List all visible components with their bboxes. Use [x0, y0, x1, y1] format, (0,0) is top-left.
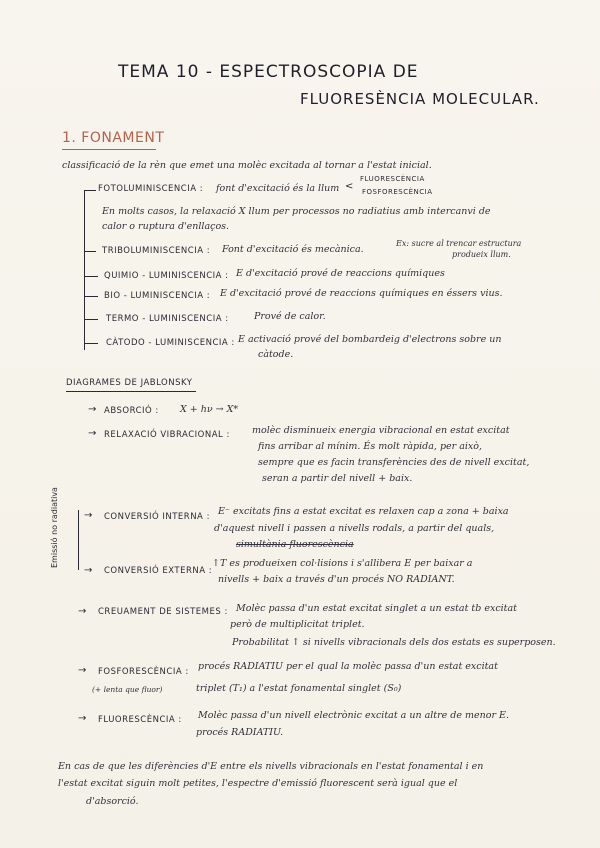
quimio-label: QUIMIO - LUMINISCENCIA : [104, 271, 229, 281]
bracket-tick [84, 276, 98, 277]
fosfo-line-3: triplet (T₁) a l'estat fonamental singlet (S₀) [196, 683, 402, 694]
catodo-text-2: càtode. [258, 349, 294, 360]
arrow-icon: → [78, 606, 87, 617]
tribo-text: Font d'excitació és mecànica. [222, 244, 364, 255]
conversio-interna-line-1: E⁻ excitats fins a estat excitat es relaxen cap a zona + baixa [218, 506, 509, 517]
catodo-text: E activació prové del bombardeig d'electrons sobre un [238, 334, 502, 345]
tribo-label: TRIBOLUMINISCENCIA : [102, 246, 211, 256]
relaxacio-line-1: molèc disminueix energia vibracional en estat excitat [252, 425, 510, 436]
closing-line-1: En cas de que les diferències d'E entre els nivells vibracionals en l'estat fonamental i en [58, 761, 484, 772]
arrow-icon: → [78, 713, 87, 724]
fotolum-note-2: calor o ruptura d'enllaços. [102, 221, 230, 232]
arrow-icon: → [84, 510, 93, 521]
arrow-icon: → [88, 404, 97, 415]
page-subtitle: FLUORESÈNCIA MOLECULAR. [300, 90, 540, 108]
bracket-tick [84, 343, 98, 344]
fluo-label: FLUORESCÈNCIA : [98, 715, 182, 725]
conversio-externa-line-1: ↑T es produeixen col·lisions i s'allibera E per baixar a [212, 558, 473, 569]
page-title: TEMA 10 - ESPECTROSCOPIA DE [118, 62, 419, 82]
fotolum-text: font d'excitació és la llum [216, 183, 340, 194]
jablonsky-underline [66, 391, 196, 392]
absorcio-text: X + hν → X* [180, 404, 239, 415]
creuament-line-3: Probabilitat ↑ si nivells vibracionals dels dos estats es superposen. [232, 637, 556, 648]
closing-line-2: l'estat excitat siguin molt petites, l'espectre d'emissió fluorescent serà igual que el [58, 778, 458, 789]
conversio-externa-label: CONVERSIÓ EXTERNA : [104, 566, 213, 576]
bracket-tick [84, 251, 96, 252]
arrow-icon: → [84, 565, 93, 576]
fosfo-label: FOSFORESCÈNCIA : [98, 667, 189, 677]
bracket-tick [84, 190, 96, 191]
tribo-example-2: produeix llum. [452, 250, 511, 259]
conversio-interna-line-3: simultània fluorescència [236, 539, 354, 550]
section-heading: 1. FONAMENT [62, 130, 165, 146]
jablonsky-heading: DIAGRAMES DE JABLONSKY [66, 378, 193, 388]
fotolum-branch-2: FOSFORESCÈNCIA [362, 188, 433, 196]
bio-label: BIO - LUMINISCENCIA : [104, 291, 211, 301]
bracket-tick [84, 319, 98, 320]
fosfo-line-1: procés RADIATIU per el qual la molèc passa d'un estat excitat [198, 661, 498, 672]
intro-text: classificació de la rèn que emet una molèc excitada al tornar a l'estat inicial. [62, 160, 432, 171]
arrow-icon: → [88, 428, 97, 439]
termo-text: Prové de calor. [254, 311, 326, 322]
relaxacio-line-3: sempre que es facin transferències des de nivell excitat, [258, 457, 530, 468]
fotolum-note-1: En molts casos, la relaxació X llum per processos no radiatius amb intercanvi de [102, 206, 491, 217]
bracket-tick [84, 296, 98, 297]
conversio-externa-line-2: nivells + baix a través d'un procés NO RADIANT. [218, 574, 455, 585]
side-note: Emissió no radiativa [50, 487, 59, 568]
conversio-interna-line-2: d'aquest nivell i passen a nivells rodals, a partir del quals, [214, 523, 495, 534]
creuament-line-2: però de multiplicitat triplet. [230, 619, 365, 630]
closing-line-3: d'absorció. [86, 796, 139, 807]
arrow-icon: → [78, 665, 87, 676]
catodo-label: CÀTODO - LUMINISCENCIA : [106, 338, 235, 348]
relaxacio-line-4: seran a partir del nivell + baix. [262, 473, 413, 484]
fotolum-branch-1: FLUORESCÈNCIA [360, 175, 425, 183]
bio-text: E d'excitació prové de reaccions químiques en éssers vius. [220, 288, 503, 299]
relaxacio-line-2: fins arribar al mínim. És molt ràpida, per això, [258, 441, 483, 452]
bracket-line [84, 190, 85, 350]
absorcio-label: ABSORCIÓ : [104, 406, 159, 416]
fotolum-label: FOTOLUMINISCENCIA : [98, 184, 204, 194]
section-underline [62, 149, 156, 150]
fluo-line-1: Molèc passa d'un nivell electrònic excitat a un altre de menor E. [198, 710, 510, 721]
creuament-label: CREUAMENT DE SISTEMES : [98, 607, 228, 617]
tribo-example: Ex: sucre al trencar estructura [396, 239, 522, 248]
conversio-interna-label: CONVERSIÓ INTERNA : [104, 512, 210, 522]
fluo-line-2: procés RADIATIU. [196, 727, 284, 738]
quimio-text: E d'excitació prové de reaccions químiques [236, 268, 445, 279]
side-bracket [78, 510, 79, 570]
branch-arrow: < [345, 181, 354, 192]
termo-label: TERMO - LUMINISCENCIA : [106, 314, 229, 324]
relaxacio-label: RELAXACIÓ VIBRACIONAL : [104, 430, 230, 440]
creuament-line-1: Molèc passa d'un estat excitat singlet a un estat tb excitat [236, 603, 517, 614]
fosfo-line-2: (+ lenta que fluor) [92, 685, 163, 694]
